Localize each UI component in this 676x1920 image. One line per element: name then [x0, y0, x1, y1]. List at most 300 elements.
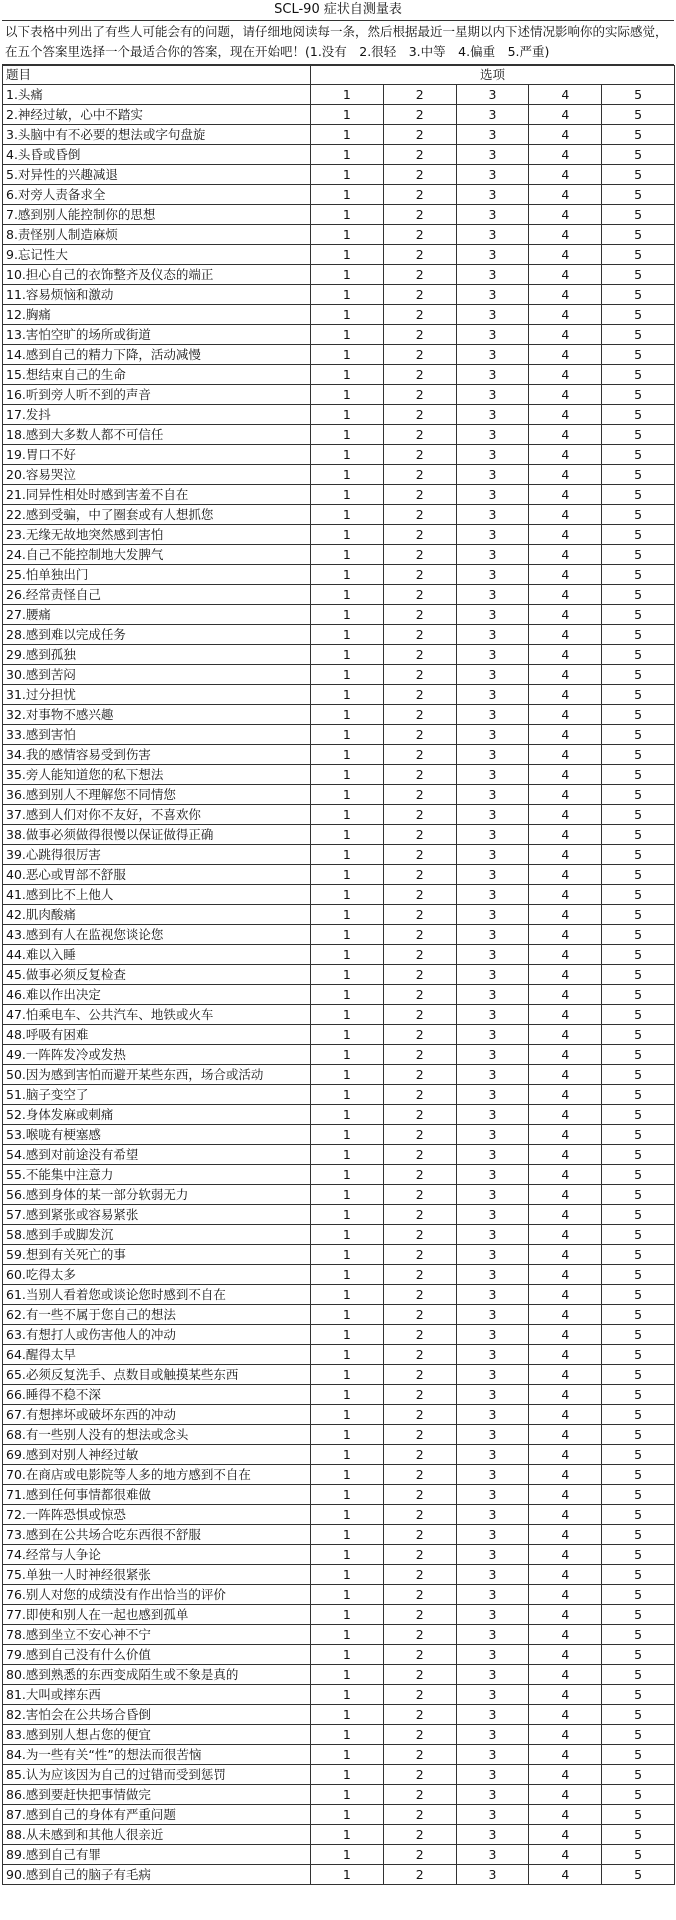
answer-option-1[interactable]: 1	[311, 185, 384, 205]
answer-option-4[interactable]: 4	[529, 205, 602, 225]
answer-option-3[interactable]: 3	[456, 965, 529, 985]
answer-option-1[interactable]: 1	[311, 505, 384, 525]
answer-option-3[interactable]: 3	[456, 1205, 529, 1225]
answer-option-5[interactable]: 5	[602, 985, 675, 1005]
answer-option-3[interactable]: 3	[456, 1865, 529, 1885]
answer-option-1[interactable]: 1	[311, 645, 384, 665]
answer-option-2[interactable]: 2	[383, 1485, 456, 1505]
answer-option-4[interactable]: 4	[529, 1025, 602, 1045]
answer-option-3[interactable]: 3	[456, 145, 529, 165]
answer-option-2[interactable]: 2	[383, 1545, 456, 1565]
answer-option-3[interactable]: 3	[456, 485, 529, 505]
answer-option-1[interactable]: 1	[311, 525, 384, 545]
answer-option-5[interactable]: 5	[602, 1785, 675, 1805]
answer-option-4[interactable]: 4	[529, 405, 602, 425]
answer-option-3[interactable]: 3	[456, 1565, 529, 1585]
answer-option-4[interactable]: 4	[529, 825, 602, 845]
answer-option-5[interactable]: 5	[602, 1625, 675, 1645]
answer-option-2[interactable]: 2	[383, 1665, 456, 1685]
answer-option-4[interactable]: 4	[529, 1365, 602, 1385]
answer-option-5[interactable]: 5	[602, 1845, 675, 1865]
answer-option-3[interactable]: 3	[456, 1465, 529, 1485]
answer-option-2[interactable]: 2	[383, 385, 456, 405]
answer-option-1[interactable]: 1	[311, 1365, 384, 1385]
answer-option-3[interactable]: 3	[456, 1685, 529, 1705]
answer-option-1[interactable]: 1	[311, 1145, 384, 1165]
answer-option-2[interactable]: 2	[383, 425, 456, 445]
answer-option-3[interactable]: 3	[456, 1605, 529, 1625]
answer-option-3[interactable]: 3	[456, 1365, 529, 1385]
answer-option-1[interactable]: 1	[311, 1225, 384, 1245]
answer-option-3[interactable]: 3	[456, 405, 529, 425]
answer-option-1[interactable]: 1	[311, 865, 384, 885]
answer-option-4[interactable]: 4	[529, 485, 602, 505]
answer-option-3[interactable]: 3	[456, 1245, 529, 1265]
answer-option-3[interactable]: 3	[456, 1745, 529, 1765]
answer-option-3[interactable]: 3	[456, 105, 529, 125]
answer-option-4[interactable]: 4	[529, 585, 602, 605]
answer-option-5[interactable]: 5	[602, 705, 675, 725]
answer-option-1[interactable]: 1	[311, 1165, 384, 1185]
answer-option-3[interactable]: 3	[456, 985, 529, 1005]
answer-option-3[interactable]: 3	[456, 345, 529, 365]
answer-option-2[interactable]: 2	[383, 265, 456, 285]
answer-option-2[interactable]: 2	[383, 1105, 456, 1125]
answer-option-4[interactable]: 4	[529, 1225, 602, 1245]
answer-option-2[interactable]: 2	[383, 1225, 456, 1245]
answer-option-2[interactable]: 2	[383, 765, 456, 785]
answer-option-4[interactable]: 4	[529, 905, 602, 925]
answer-option-4[interactable]: 4	[529, 545, 602, 565]
answer-option-3[interactable]: 3	[456, 1625, 529, 1645]
answer-option-1[interactable]: 1	[311, 405, 384, 425]
answer-option-4[interactable]: 4	[529, 185, 602, 205]
answer-option-1[interactable]: 1	[311, 905, 384, 925]
answer-option-5[interactable]: 5	[602, 365, 675, 385]
answer-option-1[interactable]: 1	[311, 765, 384, 785]
answer-option-4[interactable]: 4	[529, 1345, 602, 1365]
answer-option-4[interactable]: 4	[529, 945, 602, 965]
answer-option-1[interactable]: 1	[311, 105, 384, 125]
answer-option-5[interactable]: 5	[602, 1665, 675, 1685]
answer-option-5[interactable]: 5	[602, 1645, 675, 1665]
answer-option-5[interactable]: 5	[602, 1825, 675, 1845]
answer-option-5[interactable]: 5	[602, 865, 675, 885]
answer-option-1[interactable]: 1	[311, 1245, 384, 1265]
answer-option-1[interactable]: 1	[311, 1845, 384, 1865]
answer-option-4[interactable]: 4	[529, 1145, 602, 1165]
answer-option-1[interactable]: 1	[311, 725, 384, 745]
answer-option-2[interactable]: 2	[383, 1065, 456, 1085]
answer-option-4[interactable]: 4	[529, 1205, 602, 1225]
answer-option-5[interactable]: 5	[602, 485, 675, 505]
answer-option-2[interactable]: 2	[383, 1205, 456, 1225]
answer-option-5[interactable]: 5	[602, 605, 675, 625]
answer-option-2[interactable]: 2	[383, 1365, 456, 1385]
answer-option-1[interactable]: 1	[311, 1525, 384, 1545]
answer-option-5[interactable]: 5	[602, 925, 675, 945]
answer-option-3[interactable]: 3	[456, 625, 529, 645]
answer-option-1[interactable]: 1	[311, 265, 384, 285]
answer-option-2[interactable]: 2	[383, 1245, 456, 1265]
answer-option-1[interactable]: 1	[311, 1405, 384, 1425]
answer-option-2[interactable]: 2	[383, 485, 456, 505]
answer-option-4[interactable]: 4	[529, 705, 602, 725]
answer-option-2[interactable]: 2	[383, 1325, 456, 1345]
answer-option-5[interactable]: 5	[602, 1465, 675, 1485]
answer-option-4[interactable]: 4	[529, 665, 602, 685]
answer-option-4[interactable]: 4	[529, 1385, 602, 1405]
answer-option-4[interactable]: 4	[529, 305, 602, 325]
answer-option-4[interactable]: 4	[529, 1745, 602, 1765]
answer-option-3[interactable]: 3	[456, 1485, 529, 1505]
answer-option-3[interactable]: 3	[456, 1225, 529, 1245]
answer-option-3[interactable]: 3	[456, 445, 529, 465]
answer-option-4[interactable]: 4	[529, 865, 602, 885]
answer-option-4[interactable]: 4	[529, 1285, 602, 1305]
answer-option-3[interactable]: 3	[456, 1805, 529, 1825]
answer-option-4[interactable]: 4	[529, 285, 602, 305]
answer-option-3[interactable]: 3	[456, 305, 529, 325]
answer-option-4[interactable]: 4	[529, 965, 602, 985]
answer-option-1[interactable]: 1	[311, 1565, 384, 1585]
answer-option-2[interactable]: 2	[383, 1845, 456, 1865]
answer-option-2[interactable]: 2	[383, 1465, 456, 1485]
answer-option-3[interactable]: 3	[456, 1505, 529, 1525]
answer-option-2[interactable]: 2	[383, 365, 456, 385]
answer-option-5[interactable]: 5	[602, 1265, 675, 1285]
answer-option-2[interactable]: 2	[383, 1805, 456, 1825]
answer-option-5[interactable]: 5	[602, 1325, 675, 1345]
answer-option-5[interactable]: 5	[602, 725, 675, 745]
answer-option-2[interactable]: 2	[383, 1165, 456, 1185]
answer-option-5[interactable]: 5	[602, 665, 675, 685]
answer-option-3[interactable]: 3	[456, 1705, 529, 1725]
answer-option-2[interactable]: 2	[383, 1085, 456, 1105]
answer-option-2[interactable]: 2	[383, 1705, 456, 1725]
answer-option-3[interactable]: 3	[456, 1085, 529, 1105]
answer-option-3[interactable]: 3	[456, 1045, 529, 1065]
answer-option-3[interactable]: 3	[456, 1525, 529, 1545]
answer-option-3[interactable]: 3	[456, 265, 529, 285]
answer-option-2[interactable]: 2	[383, 685, 456, 705]
answer-option-3[interactable]: 3	[456, 1325, 529, 1345]
answer-option-3[interactable]: 3	[456, 665, 529, 685]
answer-option-4[interactable]: 4	[529, 685, 602, 705]
answer-option-2[interactable]: 2	[383, 405, 456, 425]
answer-option-1[interactable]: 1	[311, 225, 384, 245]
answer-option-3[interactable]: 3	[456, 1005, 529, 1025]
answer-option-1[interactable]: 1	[311, 85, 384, 105]
answer-option-2[interactable]: 2	[383, 245, 456, 265]
answer-option-5[interactable]: 5	[602, 1145, 675, 1165]
answer-option-5[interactable]: 5	[602, 245, 675, 265]
answer-option-4[interactable]: 4	[529, 1605, 602, 1625]
answer-option-1[interactable]: 1	[311, 625, 384, 645]
answer-option-1[interactable]: 1	[311, 1825, 384, 1845]
answer-option-1[interactable]: 1	[311, 845, 384, 865]
answer-option-3[interactable]: 3	[456, 865, 529, 885]
answer-option-3[interactable]: 3	[456, 545, 529, 565]
answer-option-3[interactable]: 3	[456, 465, 529, 485]
answer-option-5[interactable]: 5	[602, 285, 675, 305]
answer-option-4[interactable]: 4	[529, 1105, 602, 1125]
answer-option-1[interactable]: 1	[311, 285, 384, 305]
answer-option-3[interactable]: 3	[456, 1125, 529, 1145]
answer-option-4[interactable]: 4	[529, 1085, 602, 1105]
answer-option-1[interactable]: 1	[311, 145, 384, 165]
answer-option-2[interactable]: 2	[383, 805, 456, 825]
answer-option-2[interactable]: 2	[383, 725, 456, 745]
answer-option-4[interactable]: 4	[529, 1245, 602, 1265]
answer-option-2[interactable]: 2	[383, 225, 456, 245]
answer-option-2[interactable]: 2	[383, 825, 456, 845]
answer-option-4[interactable]: 4	[529, 225, 602, 245]
answer-option-1[interactable]: 1	[311, 1765, 384, 1785]
answer-option-1[interactable]: 1	[311, 945, 384, 965]
answer-option-3[interactable]: 3	[456, 125, 529, 145]
answer-option-5[interactable]: 5	[602, 325, 675, 345]
answer-option-4[interactable]: 4	[529, 1865, 602, 1885]
answer-option-2[interactable]: 2	[383, 1185, 456, 1205]
answer-option-3[interactable]: 3	[456, 1285, 529, 1305]
answer-option-4[interactable]: 4	[529, 1165, 602, 1185]
answer-option-3[interactable]: 3	[456, 825, 529, 845]
answer-option-4[interactable]: 4	[529, 125, 602, 145]
answer-option-2[interactable]: 2	[383, 1125, 456, 1145]
answer-option-4[interactable]: 4	[529, 725, 602, 745]
answer-option-2[interactable]: 2	[383, 905, 456, 925]
answer-option-5[interactable]: 5	[602, 445, 675, 465]
answer-option-1[interactable]: 1	[311, 125, 384, 145]
answer-option-2[interactable]: 2	[383, 645, 456, 665]
answer-option-3[interactable]: 3	[456, 1305, 529, 1325]
answer-option-1[interactable]: 1	[311, 665, 384, 685]
answer-option-1[interactable]: 1	[311, 1345, 384, 1365]
answer-option-2[interactable]: 2	[383, 605, 456, 625]
answer-option-3[interactable]: 3	[456, 805, 529, 825]
answer-option-5[interactable]: 5	[602, 1725, 675, 1745]
answer-option-5[interactable]: 5	[602, 1505, 675, 1525]
answer-option-3[interactable]: 3	[456, 1445, 529, 1465]
answer-option-2[interactable]: 2	[383, 1025, 456, 1045]
answer-option-1[interactable]: 1	[311, 305, 384, 325]
answer-option-5[interactable]: 5	[602, 825, 675, 845]
answer-option-4[interactable]: 4	[529, 1185, 602, 1205]
answer-option-2[interactable]: 2	[383, 1765, 456, 1785]
answer-option-4[interactable]: 4	[529, 845, 602, 865]
answer-option-3[interactable]: 3	[456, 1765, 529, 1785]
answer-option-4[interactable]: 4	[529, 1005, 602, 1025]
answer-option-2[interactable]: 2	[383, 585, 456, 605]
answer-option-5[interactable]: 5	[602, 1205, 675, 1225]
answer-option-2[interactable]: 2	[383, 305, 456, 325]
answer-option-5[interactable]: 5	[602, 525, 675, 545]
answer-option-4[interactable]: 4	[529, 245, 602, 265]
answer-option-5[interactable]: 5	[602, 845, 675, 865]
answer-option-5[interactable]: 5	[602, 1225, 675, 1245]
answer-option-5[interactable]: 5	[602, 1005, 675, 1025]
answer-option-5[interactable]: 5	[602, 85, 675, 105]
answer-option-5[interactable]: 5	[602, 1805, 675, 1825]
answer-option-4[interactable]: 4	[529, 1845, 602, 1865]
answer-option-3[interactable]: 3	[456, 85, 529, 105]
answer-option-1[interactable]: 1	[311, 485, 384, 505]
answer-option-5[interactable]: 5	[602, 1105, 675, 1125]
answer-option-2[interactable]: 2	[383, 865, 456, 885]
answer-option-5[interactable]: 5	[602, 1365, 675, 1385]
answer-option-4[interactable]: 4	[529, 425, 602, 445]
answer-option-3[interactable]: 3	[456, 325, 529, 345]
answer-option-2[interactable]: 2	[383, 1345, 456, 1365]
answer-option-2[interactable]: 2	[383, 1445, 456, 1465]
answer-option-4[interactable]: 4	[529, 105, 602, 125]
answer-option-4[interactable]: 4	[529, 1785, 602, 1805]
answer-option-3[interactable]: 3	[456, 1145, 529, 1165]
answer-option-2[interactable]: 2	[383, 345, 456, 365]
answer-option-5[interactable]: 5	[602, 1605, 675, 1625]
answer-option-1[interactable]: 1	[311, 1805, 384, 1825]
answer-option-3[interactable]: 3	[456, 285, 529, 305]
answer-option-1[interactable]: 1	[311, 925, 384, 945]
answer-option-4[interactable]: 4	[529, 1525, 602, 1545]
answer-option-4[interactable]: 4	[529, 645, 602, 665]
answer-option-3[interactable]: 3	[456, 905, 529, 925]
answer-option-2[interactable]: 2	[383, 1605, 456, 1625]
answer-option-5[interactable]: 5	[602, 1865, 675, 1885]
answer-option-3[interactable]: 3	[456, 1165, 529, 1185]
answer-option-1[interactable]: 1	[311, 805, 384, 825]
answer-option-5[interactable]: 5	[602, 1085, 675, 1105]
answer-option-5[interactable]: 5	[602, 1245, 675, 1265]
answer-option-1[interactable]: 1	[311, 1645, 384, 1665]
answer-option-1[interactable]: 1	[311, 1685, 384, 1705]
answer-option-2[interactable]: 2	[383, 1265, 456, 1285]
answer-option-2[interactable]: 2	[383, 565, 456, 585]
answer-option-4[interactable]: 4	[529, 745, 602, 765]
answer-option-5[interactable]: 5	[602, 905, 675, 925]
answer-option-3[interactable]: 3	[456, 565, 529, 585]
answer-option-1[interactable]: 1	[311, 1185, 384, 1205]
answer-option-2[interactable]: 2	[383, 1005, 456, 1025]
answer-option-3[interactable]: 3	[456, 765, 529, 785]
answer-option-5[interactable]: 5	[602, 1705, 675, 1725]
answer-option-4[interactable]: 4	[529, 765, 602, 785]
answer-option-2[interactable]: 2	[383, 925, 456, 945]
answer-option-3[interactable]: 3	[456, 1725, 529, 1745]
answer-option-4[interactable]: 4	[529, 1565, 602, 1585]
answer-option-1[interactable]: 1	[311, 785, 384, 805]
answer-option-1[interactable]: 1	[311, 705, 384, 725]
answer-option-1[interactable]: 1	[311, 1325, 384, 1345]
answer-option-4[interactable]: 4	[529, 1465, 602, 1485]
answer-option-5[interactable]: 5	[602, 345, 675, 365]
answer-option-4[interactable]: 4	[529, 165, 602, 185]
answer-option-4[interactable]: 4	[529, 1445, 602, 1465]
answer-option-4[interactable]: 4	[529, 1545, 602, 1565]
answer-option-4[interactable]: 4	[529, 265, 602, 285]
answer-option-5[interactable]: 5	[602, 1765, 675, 1785]
answer-option-3[interactable]: 3	[456, 1385, 529, 1405]
answer-option-1[interactable]: 1	[311, 465, 384, 485]
answer-option-4[interactable]: 4	[529, 385, 602, 405]
answer-option-4[interactable]: 4	[529, 1705, 602, 1725]
answer-option-5[interactable]: 5	[602, 1385, 675, 1405]
answer-option-1[interactable]: 1	[311, 1425, 384, 1445]
answer-option-5[interactable]: 5	[602, 745, 675, 765]
answer-option-3[interactable]: 3	[456, 645, 529, 665]
answer-option-3[interactable]: 3	[456, 845, 529, 865]
answer-option-2[interactable]: 2	[383, 705, 456, 725]
answer-option-2[interactable]: 2	[383, 1565, 456, 1585]
answer-option-1[interactable]: 1	[311, 1625, 384, 1645]
answer-option-4[interactable]: 4	[529, 1065, 602, 1085]
answer-option-2[interactable]: 2	[383, 1725, 456, 1745]
answer-option-4[interactable]: 4	[529, 605, 602, 625]
answer-option-4[interactable]: 4	[529, 925, 602, 945]
answer-option-4[interactable]: 4	[529, 1325, 602, 1345]
answer-option-4[interactable]: 4	[529, 345, 602, 365]
answer-option-1[interactable]: 1	[311, 1205, 384, 1225]
answer-option-1[interactable]: 1	[311, 1785, 384, 1805]
answer-option-5[interactable]: 5	[602, 1065, 675, 1085]
answer-option-4[interactable]: 4	[529, 1825, 602, 1845]
answer-option-3[interactable]: 3	[456, 945, 529, 965]
answer-option-1[interactable]: 1	[311, 1485, 384, 1505]
answer-option-4[interactable]: 4	[529, 1125, 602, 1145]
answer-option-3[interactable]: 3	[456, 1185, 529, 1205]
answer-option-5[interactable]: 5	[602, 205, 675, 225]
answer-option-1[interactable]: 1	[311, 345, 384, 365]
answer-option-4[interactable]: 4	[529, 1665, 602, 1685]
answer-option-5[interactable]: 5	[602, 565, 675, 585]
answer-option-5[interactable]: 5	[602, 1025, 675, 1045]
answer-option-1[interactable]: 1	[311, 205, 384, 225]
answer-option-1[interactable]: 1	[311, 385, 384, 405]
answer-option-3[interactable]: 3	[456, 525, 529, 545]
answer-option-4[interactable]: 4	[529, 1265, 602, 1285]
answer-option-5[interactable]: 5	[602, 1345, 675, 1365]
answer-option-1[interactable]: 1	[311, 1445, 384, 1465]
answer-option-3[interactable]: 3	[456, 1585, 529, 1605]
answer-option-1[interactable]: 1	[311, 545, 384, 565]
answer-option-2[interactable]: 2	[383, 1785, 456, 1805]
answer-option-4[interactable]: 4	[529, 145, 602, 165]
answer-option-3[interactable]: 3	[456, 245, 529, 265]
answer-option-5[interactable]: 5	[602, 1525, 675, 1545]
answer-option-3[interactable]: 3	[456, 785, 529, 805]
answer-option-2[interactable]: 2	[383, 85, 456, 105]
answer-option-3[interactable]: 3	[456, 925, 529, 945]
answer-option-1[interactable]: 1	[311, 1665, 384, 1685]
answer-option-1[interactable]: 1	[311, 1585, 384, 1605]
answer-option-1[interactable]: 1	[311, 1125, 384, 1145]
answer-option-4[interactable]: 4	[529, 445, 602, 465]
answer-option-5[interactable]: 5	[602, 185, 675, 205]
answer-option-2[interactable]: 2	[383, 625, 456, 645]
answer-option-4[interactable]: 4	[529, 1045, 602, 1065]
answer-option-5[interactable]: 5	[602, 585, 675, 605]
answer-option-1[interactable]: 1	[311, 1545, 384, 1565]
answer-option-5[interactable]: 5	[602, 965, 675, 985]
answer-option-4[interactable]: 4	[529, 85, 602, 105]
answer-option-3[interactable]: 3	[456, 605, 529, 625]
answer-option-1[interactable]: 1	[311, 985, 384, 1005]
answer-option-5[interactable]: 5	[602, 1565, 675, 1585]
answer-option-2[interactable]: 2	[383, 745, 456, 765]
answer-option-2[interactable]: 2	[383, 1385, 456, 1405]
answer-option-1[interactable]: 1	[311, 1465, 384, 1485]
